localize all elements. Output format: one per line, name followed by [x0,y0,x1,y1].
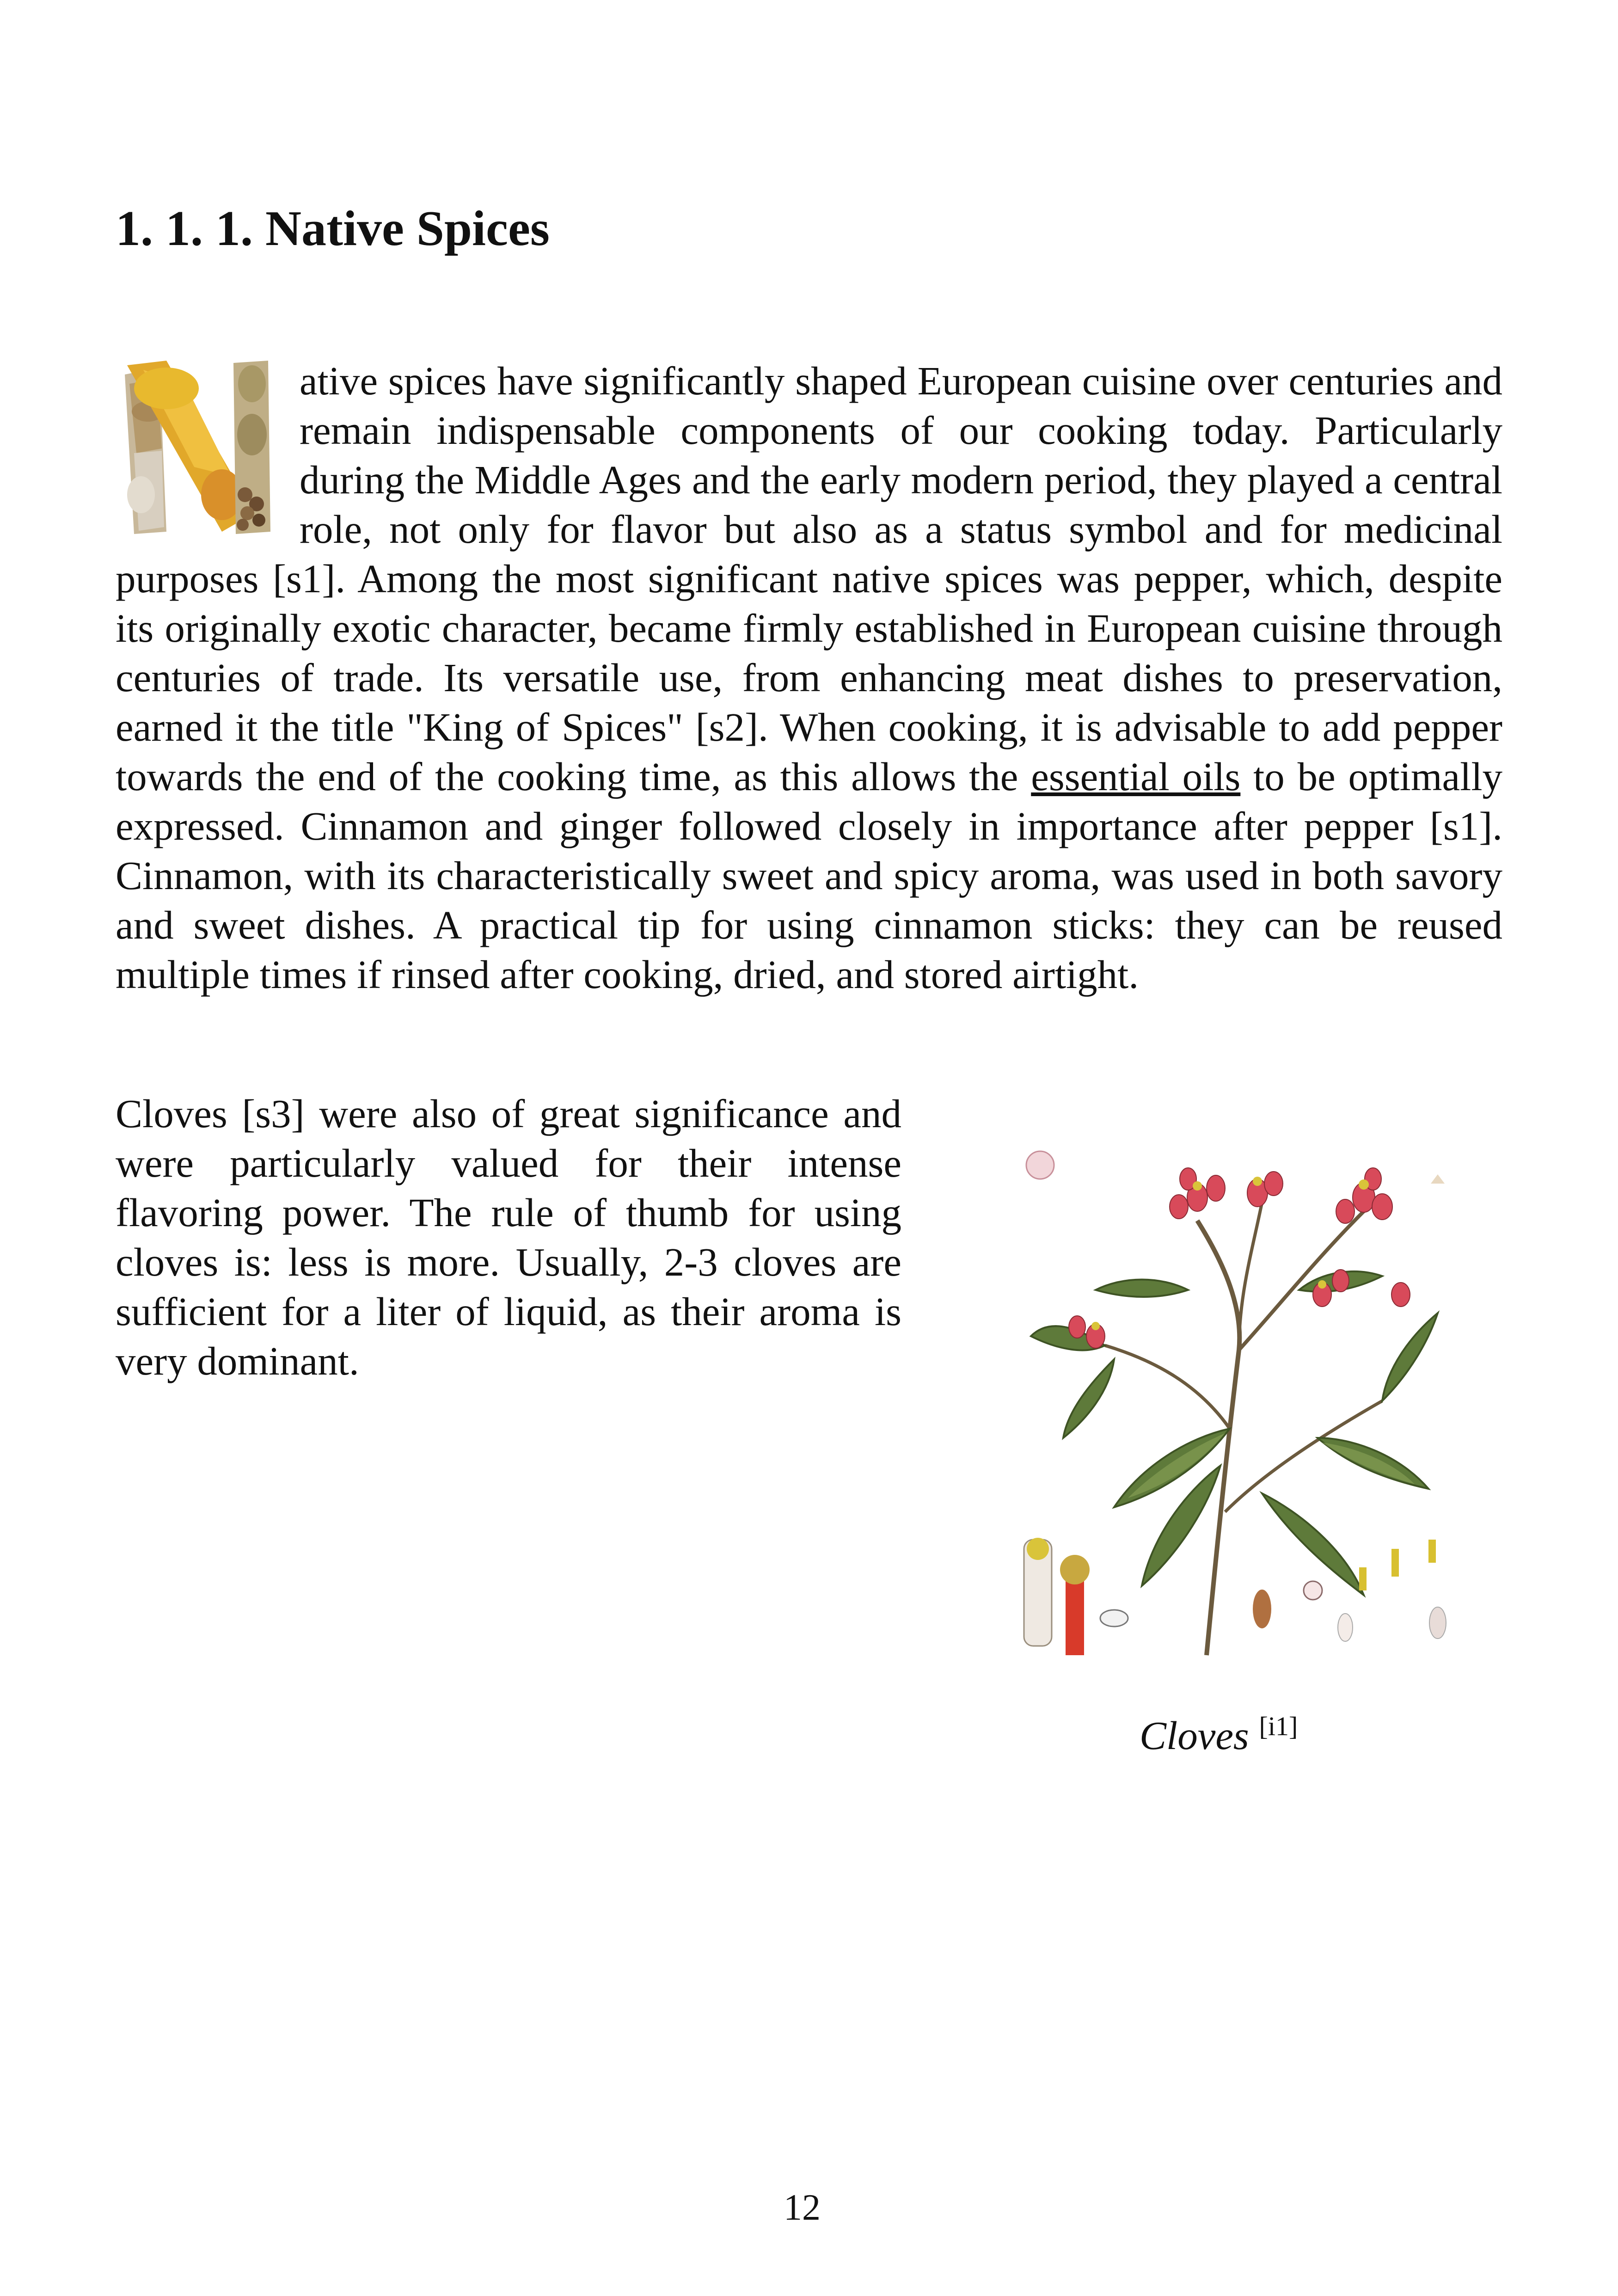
cloves-paragraph: Cloves [s3] were also of great significance and were particularly valued for their intense flavoring power. The rule of thumb for using cloves is: less is more. Usually, 2-3 cloves are sufficient for a liter of liquid, as their aroma is very dominant. [116,1091,901,1383]
page-number: 12 [784,2187,821,2228]
figure-caption [1140,1711,1298,1759]
cloves-botanical-illustration [1022,1142,1456,1664]
essential-oils-link[interactable]: essential oils [1031,754,1241,799]
intro-text-part-1: ative spices have significantly shaped European cuisine over centuries and remain indispensable components of our cooking today. Particularly during the Middle Ages and the early modern period, they played a central role, not only for flavor but also as a status symbol and for medicinal purposes [s1]. Among the most significant native spices was pepper, which, despite its originally exotic character, became firmly established in European cuisine through centuries of trade. Its versatile use, from enhancing meat dishes to preservation, earned it the title "King of Spices" [s2]. When cooking, it is advisable to add pepper towards the end of the cooking time, as this allows the [116,358,1502,799]
section-heading: 1. 1. 1. Native Spices [116,201,550,256]
intro-text-part-2: to be optimally expressed. Cinnamon and ginger followed closely in importance after pepper [s1]. Cinnamon, with its characteristically sweet and spicy aroma, was used in both savory and sweet dishes. A practical tip for using cinnamon sticks: they can be reused multiple times if rinsed after cooking, dried, and stored airtight. [116,754,1502,997]
spice-dropcap-letter-n [116,356,282,536]
intro-paragraph [116,356,1502,999]
caption-reference[interactable]: [i1] [1259,1711,1298,1741]
caption-text: Cloves [1140,1713,1249,1758]
